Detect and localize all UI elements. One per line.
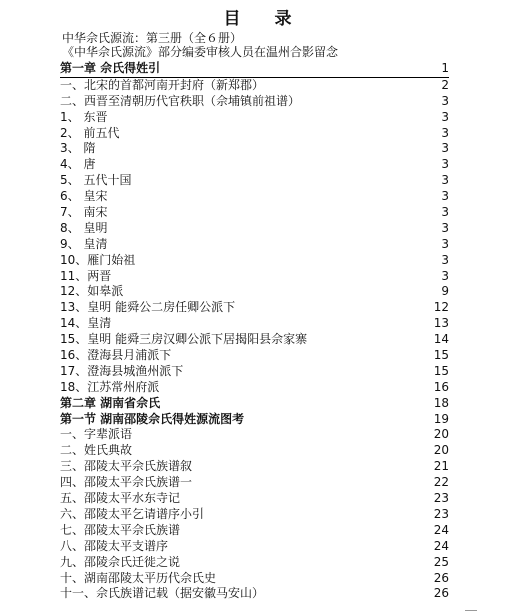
- toc-chapter-row[interactable]: [60, 412, 449, 428]
- toc-page-number: 12: [433, 300, 449, 315]
- toc-entry-title: 十一、佘氏族谱记载（据安徽马安山）: [60, 586, 265, 601]
- toc-entry-title: 五、邵陵太平水东寺记: [60, 491, 181, 506]
- toc-entry-title: 11、两晋: [60, 268, 112, 283]
- toc-entry-title: 七、邵陵太平佘氏族谱: [60, 522, 181, 537]
- toc-entry-row[interactable]: [60, 141, 449, 157]
- toc-entry-title: 第二章 湖南省佘氏: [60, 395, 161, 410]
- toc-entry-row[interactable]: [60, 332, 449, 348]
- toc-entry-row[interactable]: [60, 300, 449, 316]
- toc-entry-row[interactable]: [60, 555, 449, 571]
- toc-chapter-row[interactable]: [60, 396, 449, 412]
- toc-entry-title: 12、如皋派: [60, 284, 124, 299]
- toc-entry-row[interactable]: [60, 380, 449, 396]
- toc-entry-row[interactable]: [60, 571, 449, 587]
- toc-entry-title: 十、湖南邵陵太平历代佘氏史: [60, 570, 217, 585]
- photo-caption-subtitle: 《中华佘氏源流》部分编委审核人员在温州合影留念: [62, 45, 339, 59]
- toc-entry-title: 3、 隋: [60, 141, 96, 156]
- toc-entry-title: 一、字辈派语: [60, 427, 133, 442]
- toc-page-number: 21: [433, 459, 449, 474]
- toc-entry-title: 7、 南宋: [60, 205, 108, 220]
- toc-entry-title: 四、邵陵太平佘氏族谱一: [60, 475, 193, 490]
- page-title: 目 录: [223, 9, 306, 29]
- toc-page-number: 23: [433, 491, 449, 506]
- toc-page-number: 24: [433, 538, 449, 553]
- toc-entry-row[interactable]: [60, 491, 449, 507]
- book-volume-subtitle: 中华佘氏源流：第三册（全６册）: [62, 31, 243, 45]
- toc-page-number: 3: [441, 93, 449, 108]
- toc-entry-title: 13、皇明 能舜公二房任卿公派下: [60, 300, 236, 315]
- toc-entry-title: 二、姓氏典故: [60, 443, 133, 458]
- toc-page-number: 3: [441, 189, 449, 204]
- toc-entry-title: 5、 五代十国: [60, 173, 132, 188]
- toc-entry-title: 10、雁门始祖: [60, 252, 136, 267]
- toc-entry-title: 九、邵陵佘氏迁徙之说: [60, 554, 181, 569]
- toc-page-number: 1: [441, 61, 449, 75]
- toc-page-number: 3: [441, 125, 449, 140]
- toc-entry-title: 6、 皇宋: [60, 189, 108, 204]
- toc-page-number: 3: [441, 109, 449, 124]
- toc-entry-row[interactable]: [60, 539, 449, 555]
- toc-entry-row[interactable]: [60, 443, 449, 459]
- toc-entry-title: 14、皇清: [60, 316, 112, 331]
- toc-page-number: 3: [441, 173, 449, 188]
- toc-entry-row[interactable]: [60, 173, 449, 189]
- toc-entry-row[interactable]: [60, 507, 449, 523]
- toc-page-number: 3: [441, 236, 449, 251]
- toc-entry-row[interactable]: [60, 284, 449, 300]
- toc-page-number: 25: [433, 554, 449, 569]
- toc-entry-row[interactable]: [60, 316, 449, 332]
- toc-entry-title: 15、皇明 能舜三房汉卿公派下居揭阳县佘家寨: [60, 332, 308, 347]
- toc-page-number: 20: [433, 427, 449, 442]
- toc-page-number: 23: [433, 506, 449, 521]
- toc-entry-title: 第一节 湖南邵陵佘氏得姓源流图考: [60, 411, 245, 426]
- toc-page-number: 26: [433, 586, 449, 601]
- toc-entry-title: 16、澄海县月浦派下: [60, 348, 172, 363]
- toc-entry-row[interactable]: [60, 427, 449, 443]
- toc-entry-title: 8、 皇明: [60, 220, 108, 235]
- toc-entry-title: 一、北宋的首都河南开封府（新郑郡）: [60, 77, 265, 92]
- toc-entry-title: 二、西晋至清朝历代官秩职（佘埔镇前祖谱）: [60, 93, 301, 108]
- toc-page-number: 19: [433, 411, 449, 426]
- toc-entry-title: 1、 东晋: [60, 109, 108, 124]
- toc-entry-title: 18、江苏常州府派: [60, 379, 160, 394]
- toc-entry-title: 三、邵陵太平佘氏族谱叙: [60, 459, 193, 474]
- toc-entry-title: 六、邵陵太平乞请谱序小引: [60, 506, 205, 521]
- toc-page-number: 3: [441, 252, 449, 267]
- toc-page-number: 13: [433, 316, 449, 331]
- toc-page-number: 24: [433, 522, 449, 537]
- toc-page-number: 2: [441, 77, 449, 92]
- toc-chapter-row[interactable]: [60, 61, 449, 78]
- toc-page-number: 3: [441, 157, 449, 172]
- toc-entry-row[interactable]: [60, 205, 449, 221]
- toc-page-number: 3: [441, 220, 449, 235]
- toc-entry-row[interactable]: [60, 110, 449, 126]
- toc-page-number: 3: [441, 205, 449, 220]
- toc-entry-row[interactable]: [60, 157, 449, 173]
- toc-page-number: 3: [441, 268, 449, 283]
- toc-entry-row[interactable]: [60, 364, 449, 380]
- toc-entry-title: 9、 皇清: [60, 236, 108, 251]
- toc-entry-row[interactable]: [60, 94, 449, 110]
- toc-entry-row[interactable]: [60, 253, 449, 269]
- toc-entry-row[interactable]: [60, 459, 449, 475]
- toc-entry-row[interactable]: [60, 237, 449, 253]
- toc-entry-row[interactable]: [60, 348, 449, 364]
- toc-entry-row[interactable]: [60, 269, 449, 285]
- toc-page-number: 22: [433, 475, 449, 490]
- toc-entry-title: 2、 前五代: [60, 125, 120, 140]
- toc-entry-row[interactable]: [60, 189, 449, 205]
- toc-entry-title: 4、 唐: [60, 157, 96, 172]
- toc-entry-row[interactable]: [60, 523, 449, 539]
- toc-page-number: 20: [433, 443, 449, 458]
- toc-entry-title: 17、澄海县城渔州派下: [60, 363, 184, 378]
- toc-page-number: 16: [433, 379, 449, 394]
- toc-entry-row[interactable]: [60, 586, 449, 602]
- toc-entry-row[interactable]: [60, 475, 449, 491]
- toc-page-number: 26: [433, 570, 449, 585]
- toc-entry-title: 八、邵陵太平支谱序: [60, 538, 169, 553]
- toc-page-number: 9: [441, 284, 449, 299]
- toc-entry-row[interactable]: [60, 126, 449, 142]
- toc-page-number: 3: [441, 141, 449, 156]
- toc-page-number: 14: [433, 332, 449, 347]
- toc-entry-row[interactable]: [60, 78, 449, 94]
- table-of-contents: [60, 61, 449, 602]
- toc-entry-row[interactable]: [60, 221, 449, 237]
- toc-page-number: 15: [433, 348, 449, 363]
- toc-page-number: 15: [433, 363, 449, 378]
- toc-entry-title: 第一章 佘氏得姓引: [60, 61, 161, 75]
- toc-page-number: 18: [433, 395, 449, 410]
